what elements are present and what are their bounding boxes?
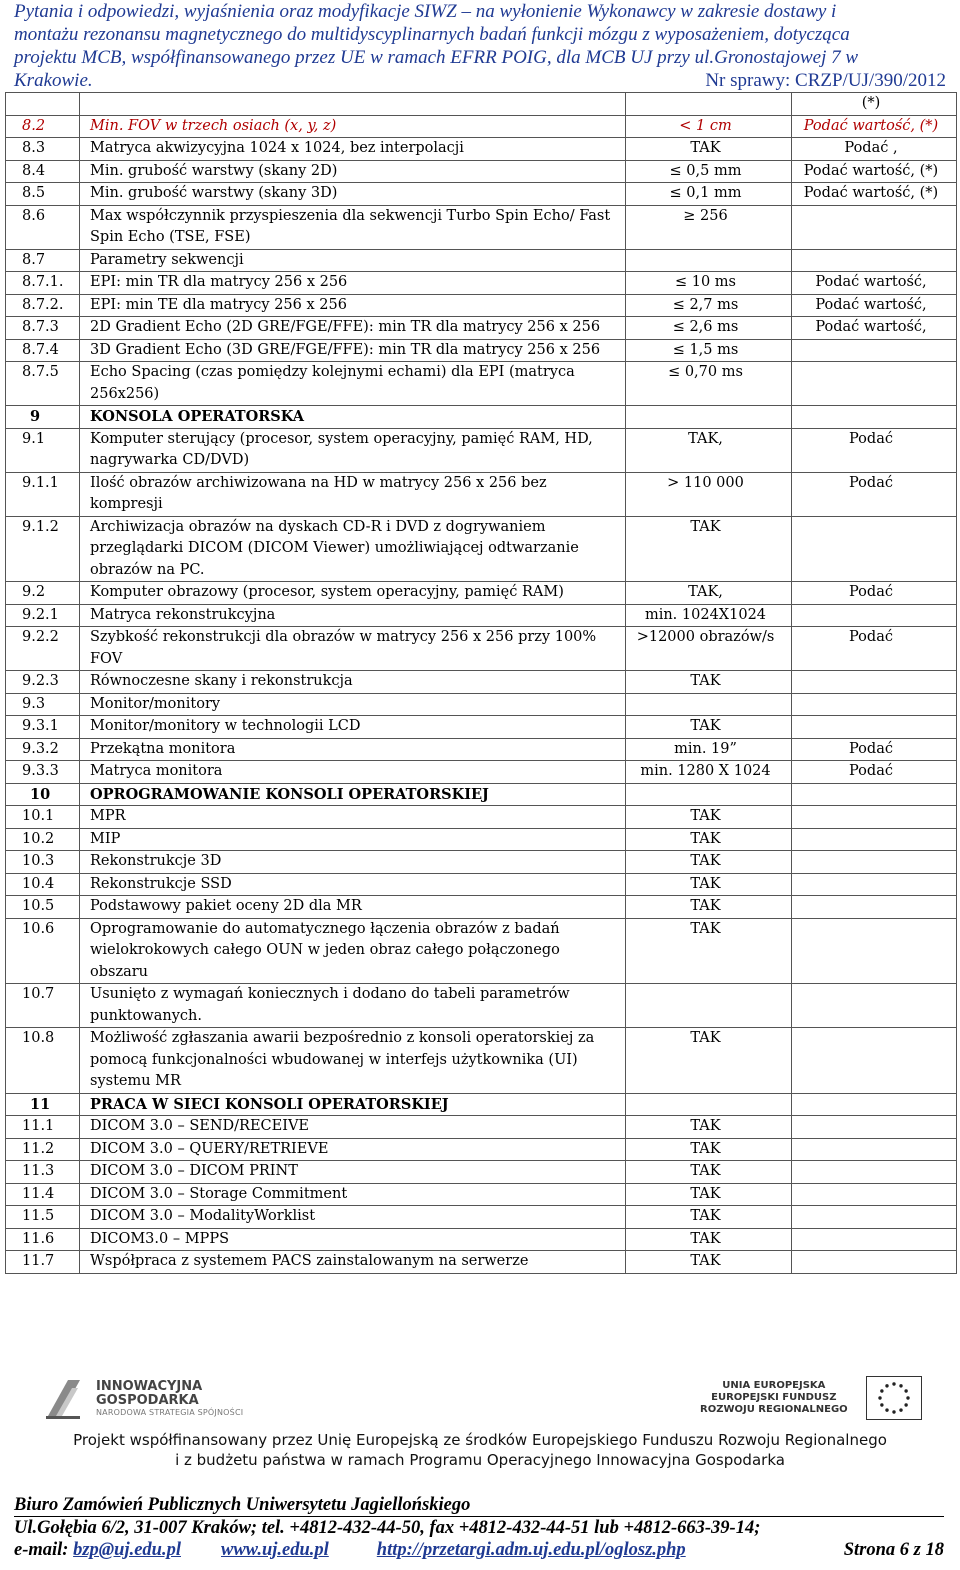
row-requirement: TAK — [626, 1251, 792, 1274]
table-row — [6, 918, 957, 984]
row-number: 8.7.3 — [6, 317, 80, 340]
row-requirement: ≥ 256 — [626, 205, 792, 249]
row-parameter — [792, 362, 957, 406]
row-description: Podstawowy pakiet oceny 2D dla MR — [80, 896, 626, 919]
eu-logo — [700, 1376, 922, 1420]
row-description: Równoczesne skany i rekonstrukcja — [80, 671, 626, 694]
row-description: Archiwizacja obrazów na dyskach CD-R i DVD z dogrywaniem przeglądarki DICOM (DICOM Viewer) umożliwiającej odtwarzanie obrazów na PC. — [80, 516, 626, 582]
table-row — [6, 272, 957, 295]
row-requirement — [626, 693, 792, 716]
row-parameter: (*) — [792, 93, 957, 116]
table-row — [6, 1028, 957, 1094]
row-description: Monitor/monitory w technologii LCD — [80, 716, 626, 739]
row-requirement: TAK, — [626, 428, 792, 472]
table-row — [6, 1183, 957, 1206]
row-number: 8.6 — [6, 205, 80, 249]
header-line-2: montażu rezonansu magnetycznego do multidyscyplinarnych badań funkcji mózgu z wyposażeniem, dotycząca — [14, 24, 850, 45]
row-parameter — [792, 406, 957, 429]
row-parameter: Podać wartość, — [792, 272, 957, 295]
row-parameter — [792, 828, 957, 851]
row-parameter — [792, 516, 957, 582]
row-requirement: >12000 obrazów/s — [626, 627, 792, 671]
table-row — [6, 1251, 957, 1274]
table-row — [6, 249, 957, 272]
logo-bar — [0, 1372, 960, 1424]
row-parameter: Podać — [792, 428, 957, 472]
row-number: 8.7.5 — [6, 362, 80, 406]
row-requirement — [626, 984, 792, 1028]
header-line-3: projektu MCB, współfinansowanego przez UE w ramach EFRR POIG, dla MCB UJ przy ul.Gronostajowej 7 w — [14, 47, 859, 68]
specification-table — [5, 92, 957, 1274]
eu-star-icon — [880, 1389, 883, 1392]
row-description: Min. grubość warstwy (skany 3D) — [80, 183, 626, 206]
table-row — [6, 806, 957, 829]
row-description: DICOM 3.0 – SEND/RECEIVE — [80, 1116, 626, 1139]
logo-right-line-1: UNIA EUROPEJSKA — [722, 1380, 826, 1391]
row-number: 9.3.2 — [6, 738, 80, 761]
table-row — [6, 761, 957, 784]
row-parameter: Podać wartość, (*) — [792, 160, 957, 183]
row-number: 10 — [6, 783, 80, 806]
eu-star-icon — [878, 1396, 881, 1399]
logo-left-line-1: INNOWACYJNA — [96, 1378, 203, 1394]
row-parameter — [792, 1138, 957, 1161]
table-row — [6, 294, 957, 317]
funding-note — [0, 1430, 960, 1470]
innowacyjna-gospodarka-emblem-icon — [44, 1376, 84, 1420]
row-parameter: Podać wartość, (*) — [792, 115, 957, 138]
row-parameter — [792, 1093, 957, 1116]
page-number: Strona 6 z 18 — [843, 1540, 944, 1560]
row-description: Min. FOV w trzech osiach (x, y, z) — [80, 115, 626, 138]
row-description: Matryca akwizycyjna 1024 x 1024, bez interpolacji — [80, 138, 626, 161]
row-requirement: TAK — [626, 1183, 792, 1206]
table-row — [6, 1093, 957, 1116]
footer-contacts — [14, 1539, 944, 1561]
row-description: Min. grubość warstwy (skany 2D) — [80, 160, 626, 183]
funding-line-2: i z budżetu państwa w ramach Programu Operacyjnego Innowacyjna Gospodarka — [175, 1451, 785, 1469]
row-number: 8.7.4 — [6, 339, 80, 362]
row-parameter — [792, 873, 957, 896]
table-row — [6, 406, 957, 429]
row-requirement: ≤ 0,1 mm — [626, 183, 792, 206]
row-number: 9.2 — [6, 582, 80, 605]
row-requirement: ≤ 0,70 ms — [626, 362, 792, 406]
row-parameter: Podać — [792, 627, 957, 671]
row-description: Max współczynnik przyspieszenia dla sekwencji Turbo Spin Echo/ Fast Spin Echo (TSE, FSE) — [80, 205, 626, 249]
table-row — [6, 205, 957, 249]
logo-left-line-3: NARODOWA STRATEGIA SPÓJNOŚCI — [96, 1407, 244, 1417]
row-parameter — [792, 1251, 957, 1274]
row-requirement — [626, 1093, 792, 1116]
email-label: e-mail: — [14, 1540, 69, 1560]
eu-star-icon — [880, 1403, 883, 1406]
row-description: Przekątna monitora — [80, 738, 626, 761]
table-row — [6, 183, 957, 206]
table-row — [6, 783, 957, 806]
table-row — [6, 738, 957, 761]
row-description: Ilość obrazów archiwizowana na HD w matrycy 256 x 256 bez kompresji — [80, 472, 626, 516]
row-parameter: Podać wartość, (*) — [792, 183, 957, 206]
row-parameter — [792, 1116, 957, 1139]
table-row — [6, 693, 957, 716]
row-requirement: TAK — [626, 1116, 792, 1139]
footer-office: Biuro Zamówień Publicznych Uniwersytetu Jagiellońskiego — [14, 1494, 944, 1517]
row-parameter — [792, 693, 957, 716]
row-description: DICOM 3.0 – ModalityWorklist — [80, 1206, 626, 1229]
row-requirement: < 1 cm — [626, 115, 792, 138]
row-number: 8.2 — [6, 115, 80, 138]
row-number: 11.6 — [6, 1228, 80, 1251]
row-parameter — [792, 716, 957, 739]
logo-left-line-2: GOSPODARKA — [96, 1392, 199, 1408]
row-requirement — [626, 406, 792, 429]
row-number: 8.3 — [6, 138, 80, 161]
row-requirement: TAK — [626, 716, 792, 739]
row-requirement: ≤ 2,7 ms — [626, 294, 792, 317]
table-row — [6, 115, 957, 138]
case-number: Nr sprawy: CRZP/UJ/390/2012 — [705, 70, 946, 91]
specification-table-body — [6, 93, 957, 1274]
row-description: 3D Gradient Echo (3D GRE/FGE/FFE): min TR dla matrycy 256 x 256 — [80, 339, 626, 362]
row-parameter: Podać , — [792, 138, 957, 161]
row-requirement: TAK — [626, 1228, 792, 1251]
row-parameter — [792, 1183, 957, 1206]
row-number: 10.6 — [6, 918, 80, 984]
row-description: PRACA W SIECI KONSOLI OPERATORSKIEJ — [80, 1093, 626, 1116]
row-parameter — [792, 604, 957, 627]
table-row — [6, 317, 957, 340]
row-requirement: min. 1024X1024 — [626, 604, 792, 627]
row-description: Możliwość zgłaszania awarii bezpośrednio z konsoli operatorskiej za pomocą funkcjonalności wbudowanej w interfejs użytkownika (UI) systemu MR — [80, 1028, 626, 1094]
logo-right-line-3: ROZWOJU REGIONALNEGO — [700, 1404, 848, 1415]
table-row — [6, 896, 957, 919]
row-requirement — [626, 249, 792, 272]
table-row — [6, 984, 957, 1028]
row-requirement: TAK — [626, 918, 792, 984]
table-row — [6, 828, 957, 851]
row-requirement: TAK — [626, 828, 792, 851]
row-description: Szybkość rekonstrukcji dla obrazów w matrycy 256 x 256 przy 100% FOV — [80, 627, 626, 671]
table-row — [6, 472, 957, 516]
row-number: 8.7 — [6, 249, 80, 272]
innowacyjna-gospodarka-logo — [44, 1376, 243, 1420]
tender-link[interactable]: http://przetargi.adm.uj.edu.pl/oglosz.php — [376, 1540, 686, 1560]
row-description: Parametry sekwencji — [80, 249, 626, 272]
header-line-4 — [14, 69, 946, 92]
row-description: MPR — [80, 806, 626, 829]
row-requirement: TAK — [626, 1206, 792, 1229]
row-number: 9.1 — [6, 428, 80, 472]
table-row — [6, 671, 957, 694]
row-number: 10.7 — [6, 984, 80, 1028]
row-parameter — [792, 806, 957, 829]
row-requirement: TAK, — [626, 582, 792, 605]
row-requirement: ≤ 1,5 ms — [626, 339, 792, 362]
table-row — [6, 1228, 957, 1251]
row-parameter — [792, 851, 957, 874]
table-row — [6, 851, 957, 874]
logo-right-line-2: EUROPEJSKI FUNDUSZ — [711, 1392, 837, 1403]
row-requirement: min. 19” — [626, 738, 792, 761]
eu-star-icon — [885, 1384, 888, 1387]
table-row — [6, 873, 957, 896]
row-requirement: TAK — [626, 1161, 792, 1184]
row-number: 9.3 — [6, 693, 80, 716]
row-number: 9.1.2 — [6, 516, 80, 582]
row-description: Współpraca z systemem PACS zainstalowanym na serwerze — [80, 1251, 626, 1274]
row-requirement: ≤ 0,5 mm — [626, 160, 792, 183]
row-number: 11.4 — [6, 1183, 80, 1206]
row-number: 8.4 — [6, 160, 80, 183]
row-description: Matryca monitora — [80, 761, 626, 784]
row-number: 11.2 — [6, 1138, 80, 1161]
row-number: 9.2.1 — [6, 604, 80, 627]
table-row — [6, 160, 957, 183]
row-description: 2D Gradient Echo (2D GRE/FGE/FFE): min TR dla matrycy 256 x 256 — [80, 317, 626, 340]
row-requirement — [626, 93, 792, 116]
eu-star-icon — [906, 1396, 909, 1399]
website-link[interactable]: www.uj.edu.pl — [221, 1540, 329, 1560]
row-description: Monitor/monitory — [80, 693, 626, 716]
row-parameter — [792, 896, 957, 919]
table-row — [6, 1138, 957, 1161]
eu-star-icon — [899, 1384, 902, 1387]
document-footer — [14, 1494, 944, 1561]
row-parameter: Podać — [792, 582, 957, 605]
row-requirement — [626, 783, 792, 806]
row-requirement: > 110 000 — [626, 472, 792, 516]
row-description: EPI: min TR dla matrycy 256 x 256 — [80, 272, 626, 295]
row-number: 11.5 — [6, 1206, 80, 1229]
row-parameter — [792, 918, 957, 984]
row-number: 9.3.3 — [6, 761, 80, 784]
table-row — [6, 1206, 957, 1229]
row-requirement: min. 1280 X 1024 — [626, 761, 792, 784]
row-parameter — [792, 783, 957, 806]
row-number: 9.1.1 — [6, 472, 80, 516]
row-description: Komputer obrazowy (procesor, system operacyjny, pamięć RAM) — [80, 582, 626, 605]
table-row — [6, 93, 957, 116]
row-requirement: ≤ 10 ms — [626, 272, 792, 295]
header-line-1: Pytania i odpowiedzi, wyjaśnienia oraz modyfikacje SIWZ – na wyłonienie Wykonawcy w zakresie dostawy i — [14, 1, 837, 22]
row-parameter — [792, 671, 957, 694]
document-header — [14, 0, 946, 92]
eu-star-icon — [885, 1408, 888, 1411]
row-number: 9 — [6, 406, 80, 429]
row-parameter — [792, 984, 957, 1028]
table-row — [6, 362, 957, 406]
row-parameter: Podać wartość, — [792, 317, 957, 340]
row-requirement: TAK — [626, 896, 792, 919]
row-parameter: Podać — [792, 472, 957, 516]
row-parameter — [792, 1028, 957, 1094]
row-requirement: ≤ 2,6 ms — [626, 317, 792, 340]
row-parameter — [792, 1206, 957, 1229]
table-row — [6, 627, 957, 671]
row-number: 10.8 — [6, 1028, 80, 1094]
row-number: 11 — [6, 1093, 80, 1116]
row-number: 10.3 — [6, 851, 80, 874]
eu-star-icon — [892, 1410, 895, 1413]
row-description: EPI: min TE dla matrycy 256 x 256 — [80, 294, 626, 317]
table-row — [6, 339, 957, 362]
eu-star-icon — [904, 1403, 907, 1406]
row-description: Komputer sterujący (procesor, system operacyjny, pamięć RAM, HD, nagrywarka CD/DVD) — [80, 428, 626, 472]
row-number: 10.1 — [6, 806, 80, 829]
row-description: DICOM 3.0 – Storage Commitment — [80, 1183, 626, 1206]
row-parameter — [792, 1228, 957, 1251]
row-number: 9.3.1 — [6, 716, 80, 739]
row-number: 10.5 — [6, 896, 80, 919]
table-row — [6, 1161, 957, 1184]
row-description: DICOM3.0 – MPPS — [80, 1228, 626, 1251]
eu-flag-icon — [866, 1376, 922, 1420]
row-description: Matryca rekonstrukcyjna — [80, 604, 626, 627]
funding-line-1: Projekt współfinansowany przez Unię Europejską ze środków Europejskiego Funduszu Rozwoju Regionalnego — [73, 1431, 887, 1449]
row-requirement: TAK — [626, 851, 792, 874]
row-description — [80, 93, 626, 116]
row-description: MIP — [80, 828, 626, 851]
row-description: Rekonstrukcje 3D — [80, 851, 626, 874]
row-description: KONSOLA OPERATORSKA — [80, 406, 626, 429]
table-row — [6, 604, 957, 627]
table-row — [6, 428, 957, 472]
row-parameter — [792, 205, 957, 249]
innowacyjna-gospodarka-text — [96, 1380, 243, 1417]
row-number: 10.2 — [6, 828, 80, 851]
row-number: 9.2.3 — [6, 671, 80, 694]
row-parameter: Podać wartość, — [792, 294, 957, 317]
table-row — [6, 582, 957, 605]
eu-logo-text — [700, 1380, 848, 1416]
row-parameter: Podać — [792, 761, 957, 784]
row-number: 10.4 — [6, 873, 80, 896]
email-link[interactable]: bzp@uj.edu.pl — [73, 1540, 181, 1560]
footer-address: Ul.Gołębia 6/2, 31-007 Kraków; tel. +4812-432-44-50, fax +4812-432-44-51 lub +4812-663-39-14; — [14, 1518, 761, 1538]
row-number: 8.7.2. — [6, 294, 80, 317]
row-description: DICOM 3.0 – QUERY/RETRIEVE — [80, 1138, 626, 1161]
eu-star-icon — [899, 1408, 902, 1411]
row-requirement: TAK — [626, 138, 792, 161]
row-description: Rekonstrukcje SSD — [80, 873, 626, 896]
row-description: Usunięto z wymagań koniecznych i dodano do tabeli parametrów punktowanych. — [80, 984, 626, 1028]
row-number: 11.1 — [6, 1116, 80, 1139]
row-description: Oprogramowanie do automatycznego łączenia obrazów z badań wielokrokowych całego OUN w jeden obraz całego połączonego obszaru — [80, 918, 626, 984]
row-number: 9.2.2 — [6, 627, 80, 671]
row-parameter — [792, 339, 957, 362]
row-parameter — [792, 249, 957, 272]
table-row — [6, 1116, 957, 1139]
eu-star-icon — [892, 1382, 895, 1385]
row-number — [6, 93, 80, 116]
row-number: 11.7 — [6, 1251, 80, 1274]
row-description: DICOM 3.0 – DICOM PRINT — [80, 1161, 626, 1184]
row-requirement: TAK — [626, 1028, 792, 1094]
eu-star-icon — [904, 1389, 907, 1392]
row-number: 11.3 — [6, 1161, 80, 1184]
row-requirement: TAK — [626, 806, 792, 829]
row-parameter: Podać — [792, 738, 957, 761]
row-number: 8.7.1. — [6, 272, 80, 295]
header-city: Krakowie. — [14, 70, 93, 91]
table-row — [6, 138, 957, 161]
row-requirement: TAK — [626, 671, 792, 694]
row-number: 8.5 — [6, 183, 80, 206]
row-requirement: TAK — [626, 516, 792, 582]
table-row — [6, 716, 957, 739]
row-requirement: TAK — [626, 873, 792, 896]
table-row — [6, 516, 957, 582]
row-requirement: TAK — [626, 1138, 792, 1161]
row-description: Echo Spacing (czas pomiędzy kolejnymi echami) dla EPI (matryca 256x256) — [80, 362, 626, 406]
row-parameter — [792, 1161, 957, 1184]
row-description: OPROGRAMOWANIE KONSOLI OPERATORSKIEJ — [80, 783, 626, 806]
